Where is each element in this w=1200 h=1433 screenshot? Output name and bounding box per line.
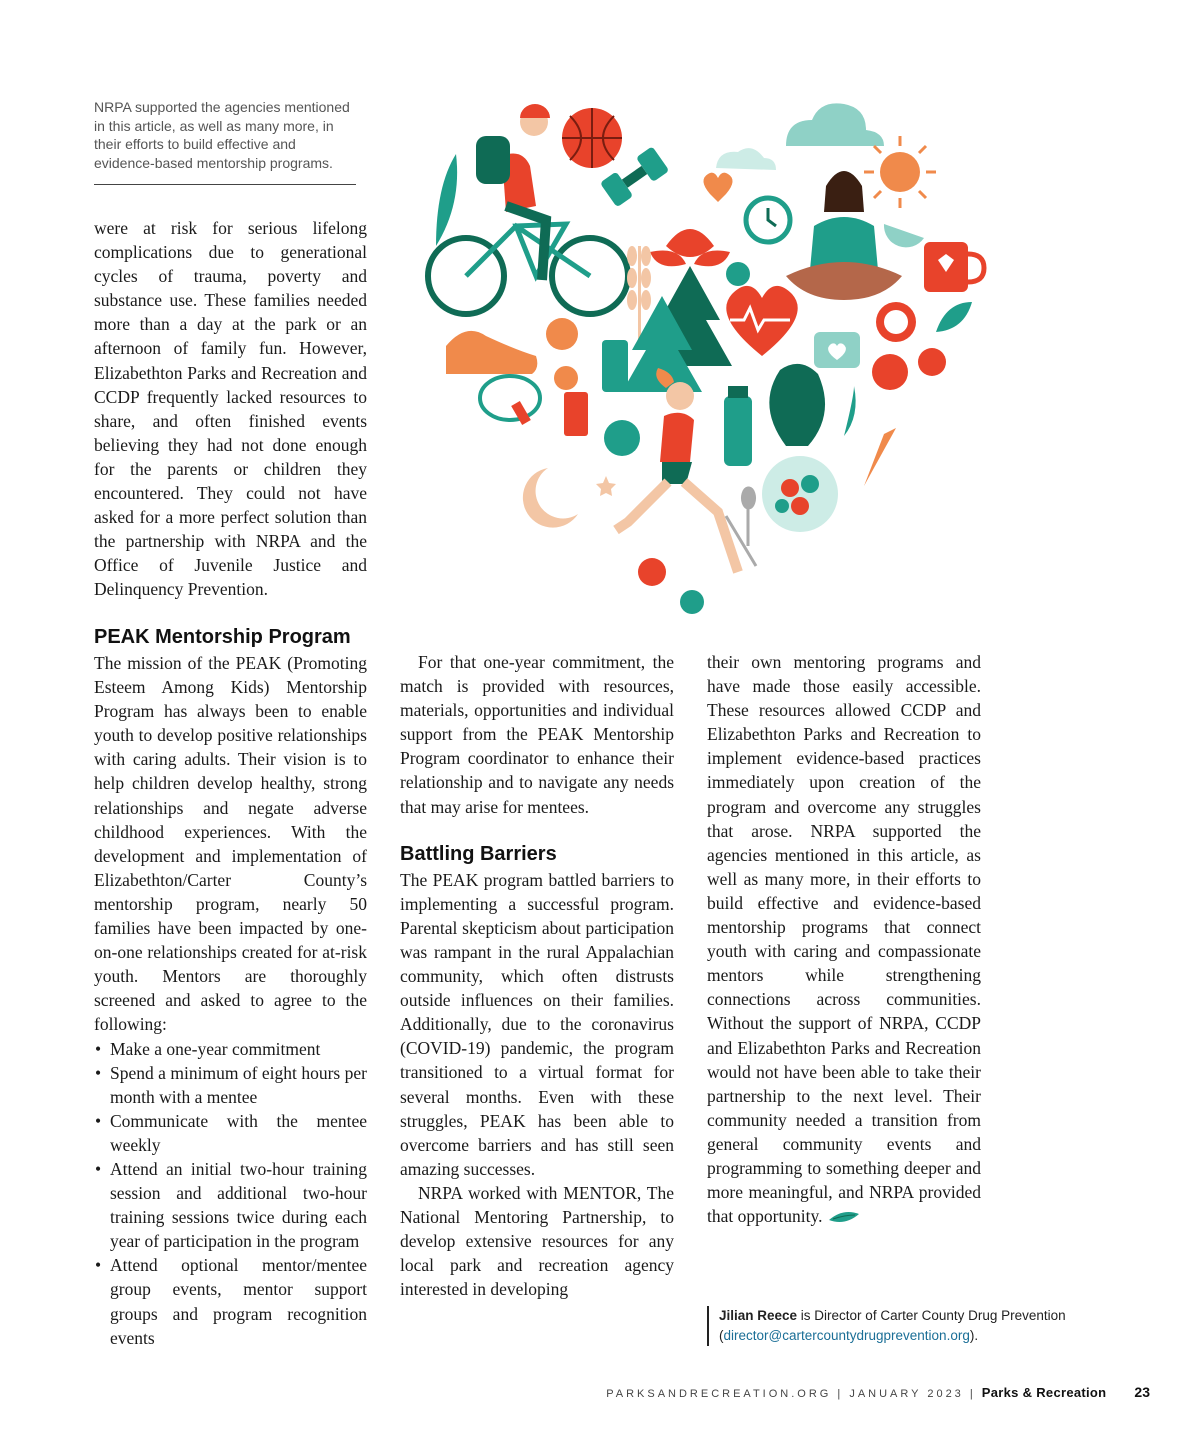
requirement-item: • Make a one-year commitment [94,1037,367,1061]
footer-separator: | [963,1388,982,1400]
author-role: is Director of Carter County Drug Prevention [797,1308,1066,1323]
page-number: 23 [1134,1384,1150,1400]
peak-heading: PEAK Mentorship Program [94,626,351,648]
page-footer [606,1384,1150,1400]
leaf-end-mark-icon [827,1211,861,1225]
moon-icon [523,468,578,528]
requirement-item: • Attend optional mentor/mentee group events, mentor support groups and program recognition events [94,1253,367,1349]
sidenote: NRPA supported the agencies mentioned in this article, as well as many more, in their efforts to build effective and evidence-based mentorship programs. [94,98,356,185]
orange-slice-icon [546,318,578,350]
bio-paren-open: ( [719,1328,724,1343]
barriers-paragraph-2: NRPA worked with MENTOR, The National Mentoring Partnership, to develop extensive resources for any local park and recreation agency interested in developing [400,1182,674,1300]
intro-column [94,216,367,602]
water-bottle-icon [724,386,752,466]
jump-rope-icon [480,376,540,425]
small-heart-icon [703,173,732,202]
barriers-heading: Battling Barriers [400,842,557,865]
middle-column [400,650,674,1301]
tomato-icon [918,348,946,376]
author-email-link[interactable]: director@cartercountydrugprevention.org [723,1328,970,1343]
cloud-small-icon [716,148,776,170]
salad-plate-icon [762,456,838,532]
orange-ring-icon [554,366,578,390]
meditating-woman-icon [786,171,902,300]
flower-icon [726,262,750,286]
flower-red-icon [638,558,666,586]
author-bio [707,1306,1139,1346]
alarm-clock-icon [746,198,790,242]
footer-brand: Parks & Recreation [981,1385,1107,1400]
sneaker-icon [446,331,537,374]
footer-site[interactable]: PARKSANDRECREATION.ORG [606,1388,832,1400]
right-column [707,650,981,1228]
requirement-item: • Attend an initial two-hour training session and additional two-hour training sessions twice during each year of participation in the program [94,1157,367,1253]
bok-choy-icon [769,364,825,446]
bio-paren-close: ). [969,1328,979,1343]
spoon-icon [743,488,755,546]
requirements-list [94,1037,367,1350]
flower-teal-icon [680,590,704,614]
sun-icon [864,136,936,208]
author-name: Jilian Reece [719,1308,798,1323]
cloud-icon [786,103,884,146]
basketball-icon [562,108,622,168]
peas-icon [844,386,856,436]
peak-paragraph: The mission of the PEAK (Promoting Esteem Among Kids) Mentorship Program has always been to enable youth to develop positive relationships with caring adults. Their vision is to help children develop healthy, strong relationships and negate adverse childhood experiences. With the development and implementation of Elizabethton/Carter County’s mentorship program, nearly 50 families have been impacted by one-on-one relationships created for at-risk youth. Mentors are thoroughly screened and asked to agree to the following: [94,653,367,1035]
grapefruit-icon [872,354,908,390]
runner-icon [616,368,738,572]
commitment-paragraph: For that one-year commitment, the match is provided with resources, materials, opportunities and individual support from the PEAK Mentorship Program coordinator to enhance their relationship and to navigate any needs that may arise for mentees. [400,652,674,817]
carrot-icon [864,428,896,486]
barriers-paragraph-1: The PEAK program battled barriers to implementing a successful program. Parental skepticism about participation was rampant in the rural Appalachian community, which often distrusts outside influences on their families. Additionally, due to the coronavirus (COVID-19) pandemic, the program transitioned to a virtual format for several months. Even with these struggles, PEAK has been able to overcome barriers and has still seen amazing successes. [400,869,674,1179]
lime-icon [604,420,640,456]
footer-separator: | [831,1388,850,1400]
intro-paragraph: were at risk for serious lifelong complications due to generational cycles of trauma, poverty and substance use. These families needed more than a day at the park or an afternoon of family fun. However, Elizabethton Parks and Recreation and CCDP frequently lacked resources to share, and often finished events believing they had not done enough for the parents or children they encountered. They could not have asked for a more perfect solution than the partnership with NRPA and the Office of Juvenile Justice and Delinquency Prevention. [94,218,367,600]
mug-icon [924,242,984,292]
leaf-small-icon [936,302,972,332]
lotus-icon [650,229,730,266]
requirement-item: • Spend a minimum of eight hours per month with a mentee [94,1061,367,1109]
wellness-heart-illustration [416,96,988,626]
apple-icon [876,302,916,342]
juice-icon [564,392,588,436]
footer-date: JANUARY 2023 [849,1388,964,1400]
chat-bubble-icon [814,332,860,368]
requirement-item: • Communicate with the mentee weekly [94,1109,367,1157]
barriers-paragraph-3 [707,650,981,1228]
lemon-slice-icon [884,224,924,247]
star-icon [596,476,616,496]
heartbeat-heart-icon [726,286,797,356]
peak-column [94,624,367,1350]
smoothie-icon [602,340,628,392]
barriers-paragraph-3-text: their own mentoring programs and have made those easily accessible. These resources allowed CCDP and Elizabethton Parks and Recreation to implement evidence-based practices immediately upon creation of the program and overcome any struggles that arose. NRPA supported the agencies mentioned in this article, as well as many more, in their efforts to build effective and evidence-based mentorship programs that connect youth with caring and compassionate mentors while strengthening connections across communities. Without the support of NRPA, CCDP and Elizabethton Parks and Recreation would not have been able to take their partnership to the next level. Their community needed a transition from general community events and programming to something deeper and more meaningful, and NRPA provided that opportunity. [707,652,981,1227]
leaf-icon [436,154,457,246]
